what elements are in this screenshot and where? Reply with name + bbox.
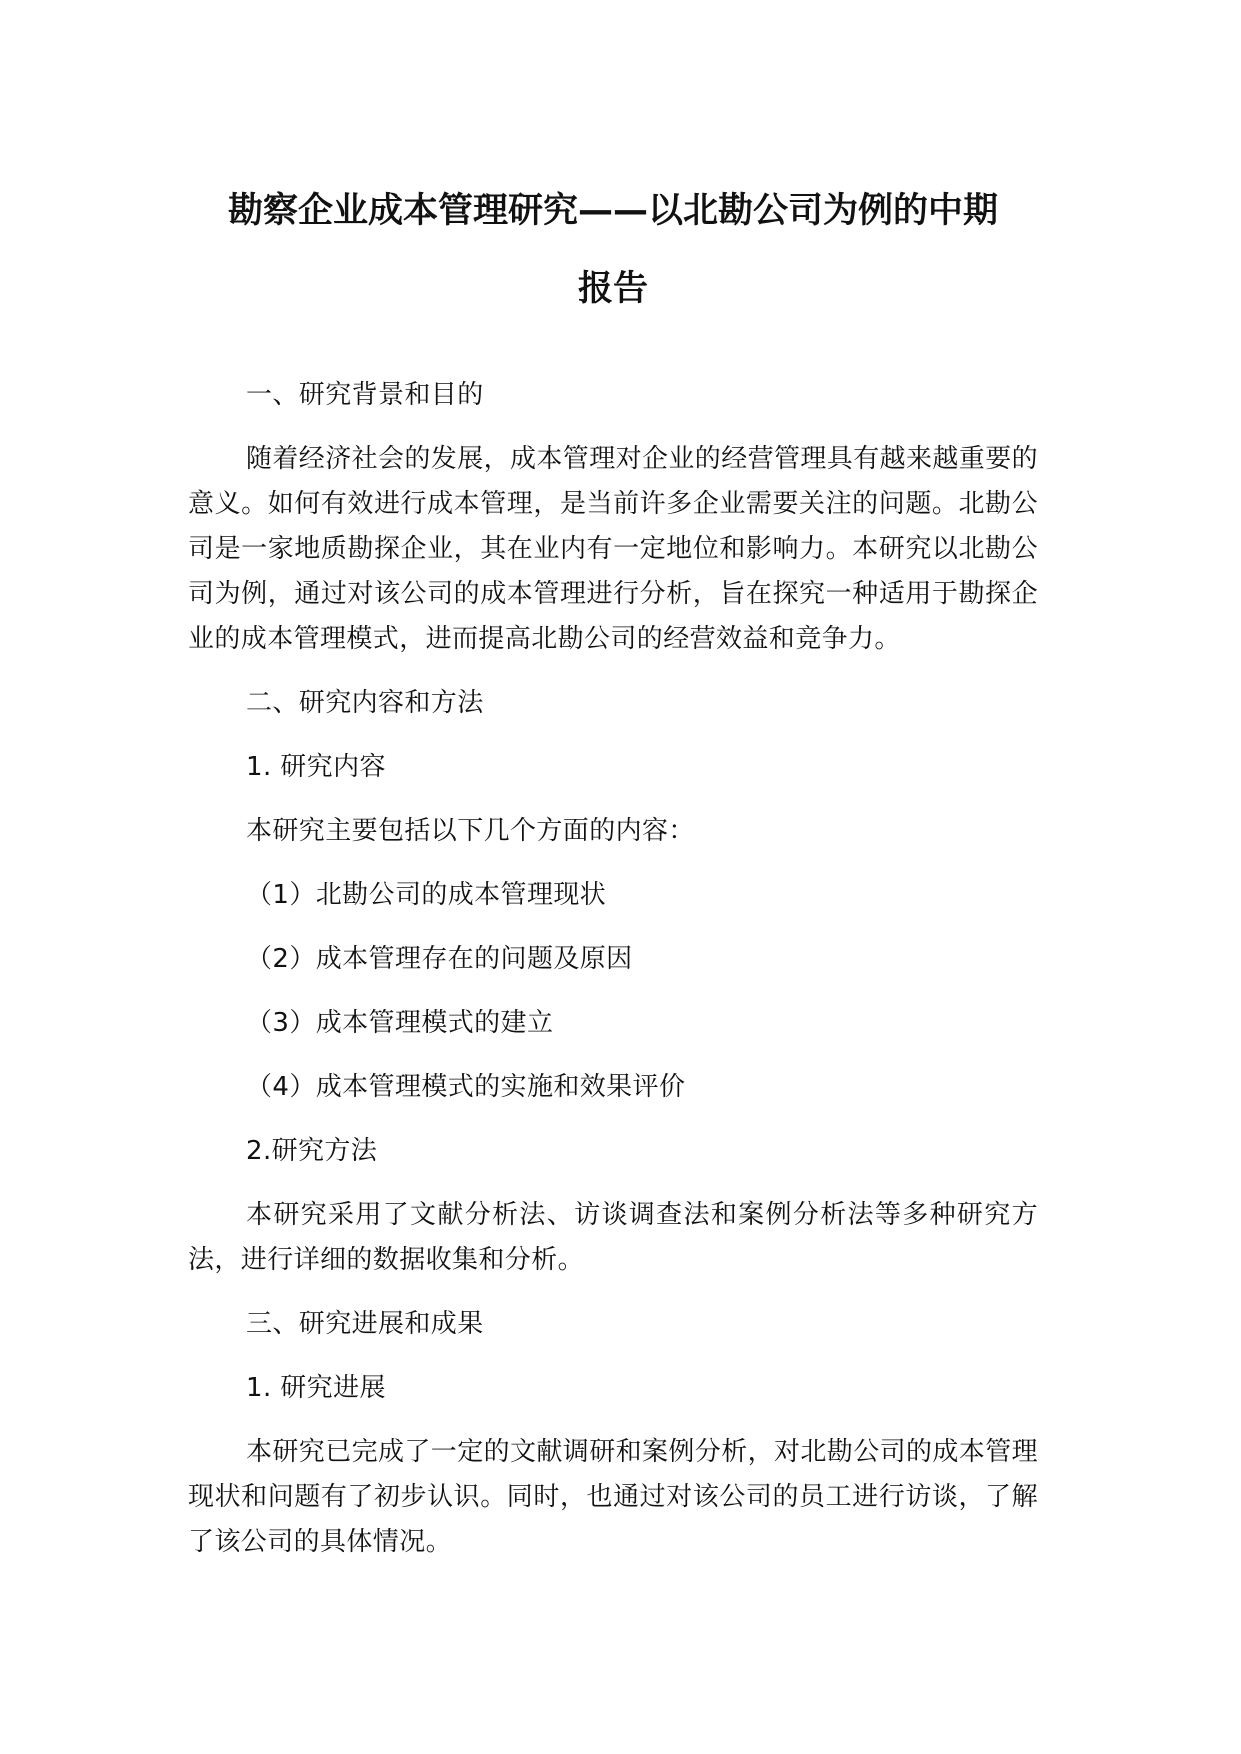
paragraph-background: 随着经济社会的发展，成本管理对企业的经营管理具有越来越重要的意义。如何有效进行成本管理，是当前许多企业需要关注的问题。北勘公司是一家地质勘探企业，其在业内有一定地位和影响力。本研究以北勘公司为例，通过对该公司的成本管理进行分析，旨在探究一种适用于勘探企业的成本管理模式，进而提高北勘公司的经营效益和竞争力。 [188,444,1039,654]
section-heading-progress: 三、研究进展和成果 [246,1309,484,1339]
list-item-4: （4）成本管理模式的实施和效果评价 [246,1072,686,1102]
document-title-line-1: 勘察企业成本管理研究——以北勘公司为例的中期 [227,191,998,231]
paragraph-content-intro: 本研究主要包括以下几个方面的内容： [246,816,695,846]
document-body [188,373,1038,1565]
list-item-1: （1）北勘公司的成本管理现状 [246,880,607,910]
paragraph-method: 本研究采用了文献分析法、访谈调查法和案例分析法等多种研究方法，进行详细的数据收集和分析。 [188,1200,1038,1275]
document-title [188,172,1038,328]
subheading-research-method: 2.研究方法 [246,1136,378,1166]
document-title-line-2: 报告 [577,269,648,309]
subheading-research-content: 1. 研究内容 [246,752,386,782]
section-heading-background: 一、研究背景和目的 [246,380,484,410]
paragraph-progress: 本研究已完成了一定的文献调研和案例分析，对北勘公司的成本管理现状和问题有了初步认识。同时，也通过对该公司的员工进行访谈，了解了该公司的具体情况。 [188,1437,1039,1557]
list-item-3: （3）成本管理模式的建立 [246,1008,554,1038]
subheading-research-progress: 1. 研究进展 [246,1373,386,1403]
document-page [188,172,1038,1584]
list-item-2: （2）成本管理存在的问题及原因 [246,944,633,974]
section-heading-content-method: 二、研究内容和方法 [246,688,484,718]
